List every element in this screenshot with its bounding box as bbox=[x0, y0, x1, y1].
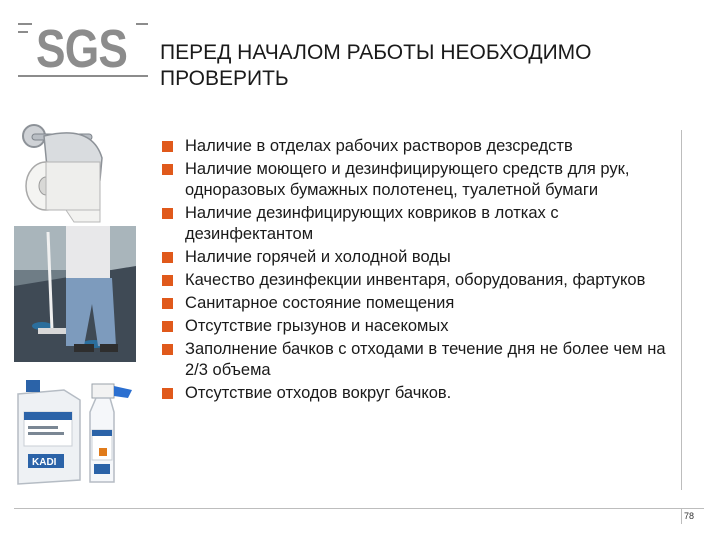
toilet-paper-image bbox=[14, 118, 114, 226]
square-bullet-icon bbox=[162, 164, 173, 175]
list-item-text: Наличие горячей и холодной воды bbox=[185, 248, 451, 266]
checklist bbox=[160, 136, 680, 406]
square-bullet-icon bbox=[162, 275, 173, 286]
square-bullet-icon bbox=[162, 321, 173, 332]
page-number: 78 bbox=[684, 511, 695, 521]
list-item bbox=[160, 293, 680, 314]
sgs-logo bbox=[18, 18, 148, 80]
vertical-divider bbox=[681, 130, 682, 490]
list-item bbox=[160, 159, 680, 201]
list-item-text: Наличие дезинфицирующих ковриков в лотках с дезинфектантом bbox=[185, 204, 559, 243]
list-item-text: Заполнение бачков с отходами в течение дня не более чем на 2/3 объема bbox=[185, 340, 666, 379]
square-bullet-icon bbox=[162, 344, 173, 355]
list-item-text: Качество дезинфекции инвентаря, оборудования, фартуков bbox=[185, 271, 646, 289]
disinfectant-bottles-image bbox=[14, 372, 138, 490]
logo-text: SGS bbox=[36, 19, 128, 79]
list-item-text: Санитарное состояние помещения bbox=[185, 294, 455, 312]
list-item bbox=[160, 316, 680, 337]
list-item-text: Наличие моющего и дезинфицирующего средств для рук, одноразовых бумажных полотенец, туалетной бумаги bbox=[185, 160, 630, 199]
square-bullet-icon bbox=[162, 208, 173, 219]
mopping-floor-image bbox=[14, 226, 136, 362]
list-item bbox=[160, 383, 680, 404]
list-item bbox=[160, 136, 680, 157]
footer-divider bbox=[14, 508, 704, 509]
list-item bbox=[160, 203, 680, 245]
list-item bbox=[160, 339, 680, 381]
square-bullet-icon bbox=[162, 141, 173, 152]
list-item bbox=[160, 247, 680, 268]
square-bullet-icon bbox=[162, 252, 173, 263]
list-item-text: Отсутствие грызунов и насекомых bbox=[185, 317, 449, 335]
bottle-brand-label: KADI bbox=[32, 457, 57, 468]
list-item bbox=[160, 270, 680, 291]
square-bullet-icon bbox=[162, 298, 173, 309]
list-item-text: Отсутствие отходов вокруг бачков. bbox=[185, 384, 452, 402]
square-bullet-icon bbox=[162, 388, 173, 399]
list-item-text: Наличие в отделах рабочих растворов дезсредств bbox=[185, 137, 573, 155]
page-title: ПЕРЕД НАЧАЛОМ РАБОТЫ НЕОБХОДИМО ПРОВЕРИТЬ bbox=[160, 41, 592, 90]
